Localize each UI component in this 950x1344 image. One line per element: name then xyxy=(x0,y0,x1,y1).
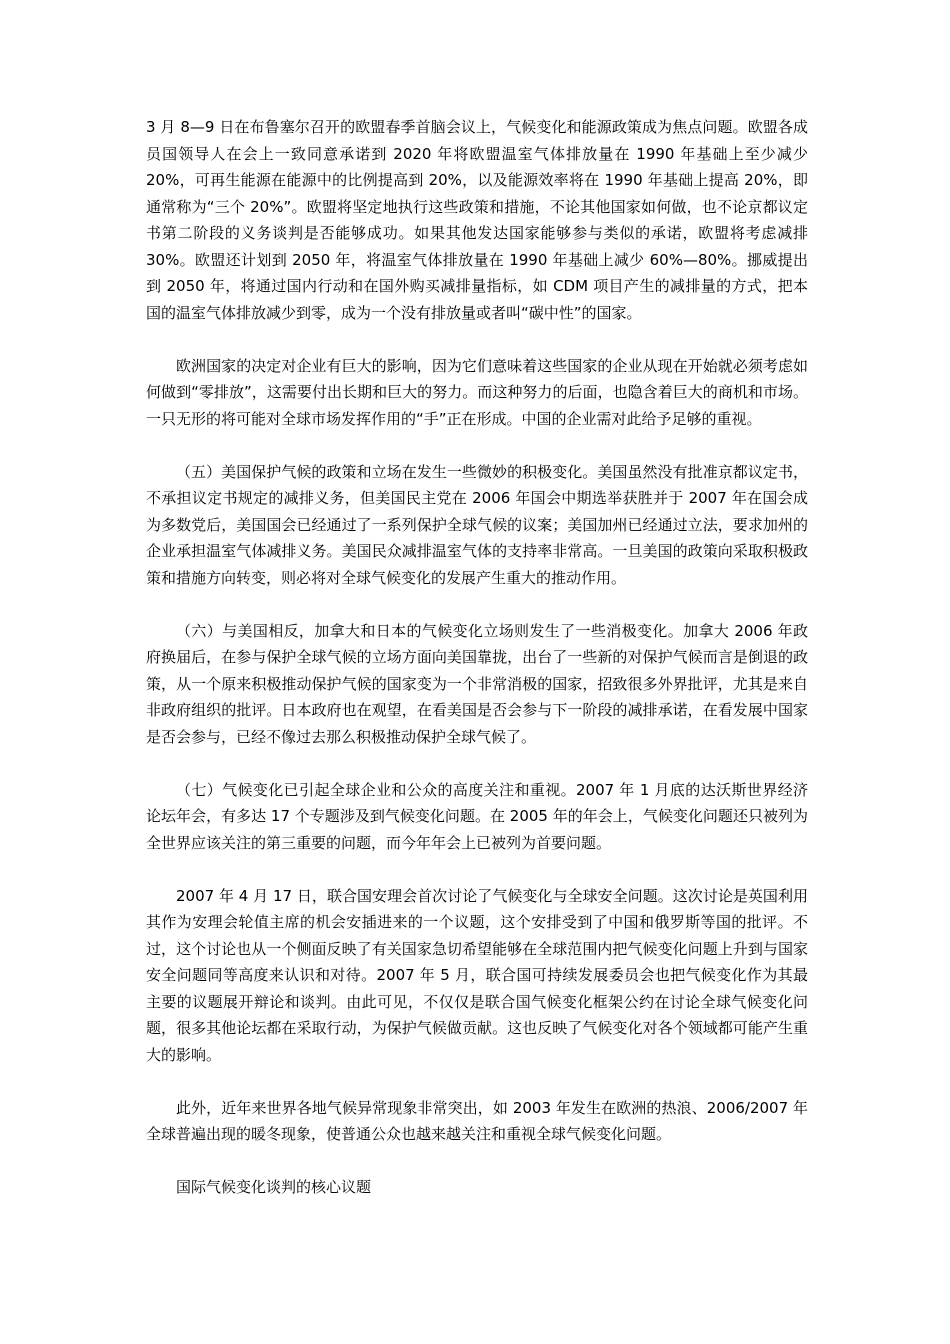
paragraph-public-attention: （七）气候变化已引起全球企业和公众的高度关注和重视。2007 年 1 月底的达沃斯世界经济论坛年会，有多达 17 个专题涉及到气候变化问题。在 2005 年的年会上，气候变化问题还只被列为全世界应该关注的第三重要的问题，而今年年会上已被列为首要问题。 xyxy=(146,780,808,852)
paragraph-climate-anomalies: 此外，近年来世界各地气候异常现象非常突出，如 2003 年发生在欧洲的热浪、2006/2007 年全球普遍出现的暖冬现象，使普通公众也越来越关注和重视全球气候变化问题。 xyxy=(146,1098,808,1143)
section-heading: 国际气候变化谈判的核心议题 xyxy=(176,1178,372,1196)
paragraph-canada-japan: （六）与美国相反，加拿大和日本的气候变化立场则发生了一些消极变化。加拿大 2006 年政府换届后，在参与保护全球气候的立场方面向美国靠拢，出台了一些新的对保护气候而言是倒退的政策，从一个原来积极推动保护气候的国家变为一个非常消极的国家，招致很多外界批评，尤其是来自非政府组织的批评。日本政府也在观望，在看美国是否会参与下一阶段的减排承诺，在看发展中国家是否会参与，已经不像过去那么积极推动保护全球气候了。 xyxy=(146,621,808,746)
paragraph-us-policy: （五）美国保护气候的政策和立场在发生一些微妙的积极变化。美国虽然没有批准京都议定书，不承担议定书规定的减排义务，但美国民主党在 2006 年国会中期选举获胜并于 2007 年在国会成为多数党后，美国国会已经通过了一系列保护全球气候的议案；美国加州已经通过立法，要求加州的企业承担温室气体减排义务。美国民众减排温室气体的支持率非常高。一旦美国的政策向采取积极政策和措施方向转变，则必将对全球气候变化的发展产生重大的推动作用。 xyxy=(146,462,808,587)
paragraph-eu-summit: 3 月 8—9 日在布鲁塞尔召开的欧盟春季首脑会议上，气候变化和能源政策成为焦点问题。欧盟各成员国领导人在会上一致同意承诺到 2020 年将欧盟温室气体排放量在 1990 年基础上至少减少 20%，可再生能源在能源中的比例提高到 20%，以及能源效率将在 1990 年基础上提高 20%，即通常称为“三个 20%”。欧盟将坚定地执行这些政策和措施，不论其他国家如何做，也不论京都议定书第二阶段的义务谈判是否能够成功。如果其他发达国家能够参与类似的承诺，欧盟将考虑减排 30%。欧盟还计划到 2050 年，将温室气体排放量在 1990 年基础上减少 60%—80%。挪威提出到 2050 年，将通过国内行动和在国外购买减排量指标，如 CDM 项目产生的减排量的方式，把本国的温室气体排放减少到零，成为一个没有排放量或者叫“碳中性”的国家。 xyxy=(146,118,808,322)
document-body xyxy=(146,114,808,1201)
paragraph-un-security-council: 2007 年 4 月 17 日，联合国安理会首次讨论了气候变化与全球安全问题。这次讨论是英国利用其作为安理会轮值主席的机会安插进来的一个议题，这个安排受到了中国和俄罗斯等国的批评。不过，这个讨论也从一个侧面反映了有关国家急切希望能够在全球范围内把气候变化问题上升到与国家安全问题同等高度来认识和对待。2007 年 5 月，联合国可持续发展委员会也把气候变化作为其最主要的议题展开辩论和谈判。由此可见，不仅仅是联合国气候变化框架公约在讨论全球气候变化问题，很多其他论坛都在采取行动，为保护气候做贡献。这也反映了气候变化对各个领域都可能产生重大的影响。 xyxy=(146,886,808,1064)
paragraph-european-impact: 欧洲国家的决定对企业有巨大的影响，因为它们意味着这些国家的企业从现在开始就必须考虑如何做到“零排放”，这需要付出长期和巨大的努力。而这种努力的后面，也隐含着巨大的商机和市场。一只无形的将可能对全球市场发挥作用的“手”正在形成。中国的企业需对此给予足够的重视。 xyxy=(146,356,808,428)
